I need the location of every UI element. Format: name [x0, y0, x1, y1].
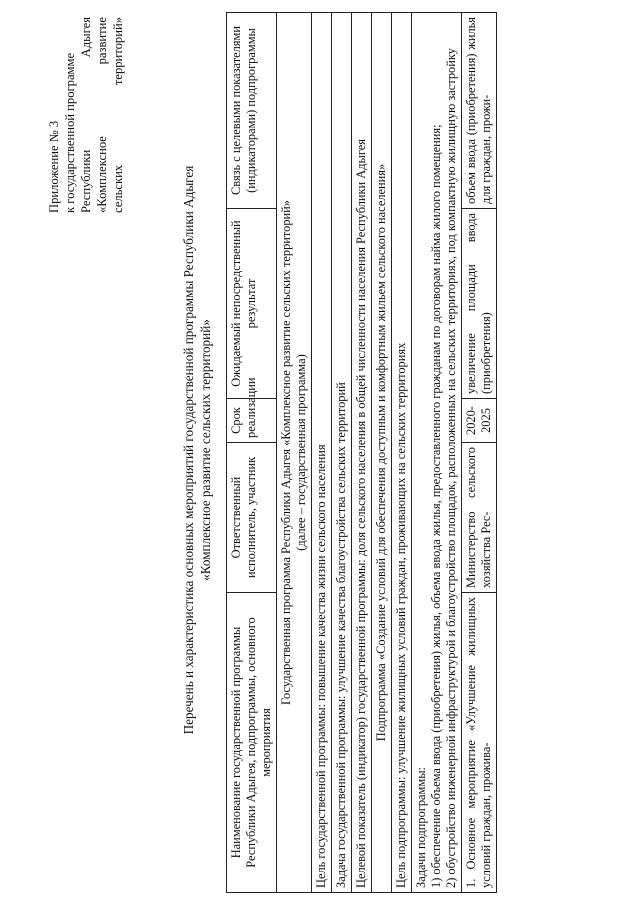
indicator-row	[352, 13, 372, 893]
row1-col-executor: Министерство сельского хозяйства Рес-	[462, 443, 497, 593]
appendix-line-3a: Республики	[79, 149, 93, 213]
goal-cell: Цель государственной программы: повышение качества жизни сельского населения	[312, 13, 332, 893]
goal-row	[312, 13, 332, 893]
appendix-line-4	[94, 17, 110, 213]
row1-col-name: 1. Основное мероприятие «Улучшение жилищных условий граждан, прожива-	[462, 593, 497, 893]
subprogram-row	[372, 13, 392, 893]
table-row	[462, 13, 497, 893]
title-line-2: «Комплексное развитие сельских территорий»	[198, 319, 213, 581]
program-line-1: Государственная программа Республики Адыгея «Комплексное развитие сельских территорий»	[279, 199, 293, 706]
row1-col-term: 2020-2025	[462, 399, 497, 443]
header-col-name: Наименование государственной программы Республики Адыгея, подпрограммы, основного мероприятия	[227, 593, 277, 893]
program-row	[277, 13, 312, 893]
header-col-executor: Ответственный исполнитель, участник	[227, 443, 277, 593]
header-col-result: Ожидаемый непосредственный результат	[227, 209, 277, 399]
subtasks-row	[412, 13, 462, 893]
appendix-line-2: к государственной программе	[63, 52, 77, 213]
row1-col-result: увеличение площади ввода (приобретения)	[462, 209, 497, 399]
appendix-line-5	[110, 17, 126, 213]
subtasks-title: Задачи подпрограммы:	[414, 767, 428, 888]
header-col-term: Срок реализации	[227, 399, 277, 443]
task-cell: Задача государственной программы: улучшение качества благоустройства сельских территорий	[332, 13, 352, 893]
table-header-row	[227, 13, 277, 893]
appendix-line-3b: Адыгея	[79, 17, 93, 58]
row1-col-indicators: объем ввода (приобретения) жилья для граждан, прожи-	[462, 13, 497, 209]
header-col-indicators: Связь с целевыми показателями (индикаторами) подпрограммы	[227, 13, 277, 209]
title-line-1: Перечень и характеристика основных мероприятий государственной программы Республики Адыгея	[181, 165, 196, 735]
program-line-2: (далее – государственная программа)	[294, 354, 308, 551]
subgoal-cell: Цель подпрограммы: улучшение жилищных условий граждан, проживающих на сельских территориях	[392, 13, 412, 893]
appendix-line-4b: развитие	[95, 17, 109, 65]
task-row	[332, 13, 352, 893]
appendix-line-1: Приложение № 3	[47, 120, 61, 213]
subtask-1: 1) обеспечение объема ввода (приобретения) жилья, объема ввода жилья, предоставленного гражданам по договорам найма жилого помещения;	[429, 124, 443, 888]
document-title	[180, 35, 214, 865]
appendix-line-5b: территорий»	[111, 17, 125, 86]
appendix-line-3	[78, 17, 94, 213]
measures-table	[226, 12, 497, 893]
subprogram-cell: Подпрограмма «Создание условий для обеспечения доступным и комфортным жильем сельского населения»	[372, 13, 392, 893]
subgoal-row	[392, 13, 412, 893]
indicator-cell: Целевой показатель (индикатор) государственной программы: доля сельского населения в общей численности населения Республики Адыгея	[352, 13, 372, 893]
subtasks-cell	[412, 13, 462, 893]
subtask-2: 2) обустройство инженерной инфраструктурой и благоустройство площадок, расположенных на сельских территориях, под компактную жилищную застройку	[444, 48, 458, 888]
appendix-line-5a: сельских	[111, 164, 125, 213]
program-cell	[277, 13, 312, 893]
appendix-line-4a: «Комплексное	[95, 136, 109, 213]
appendix-block	[46, 17, 126, 213]
